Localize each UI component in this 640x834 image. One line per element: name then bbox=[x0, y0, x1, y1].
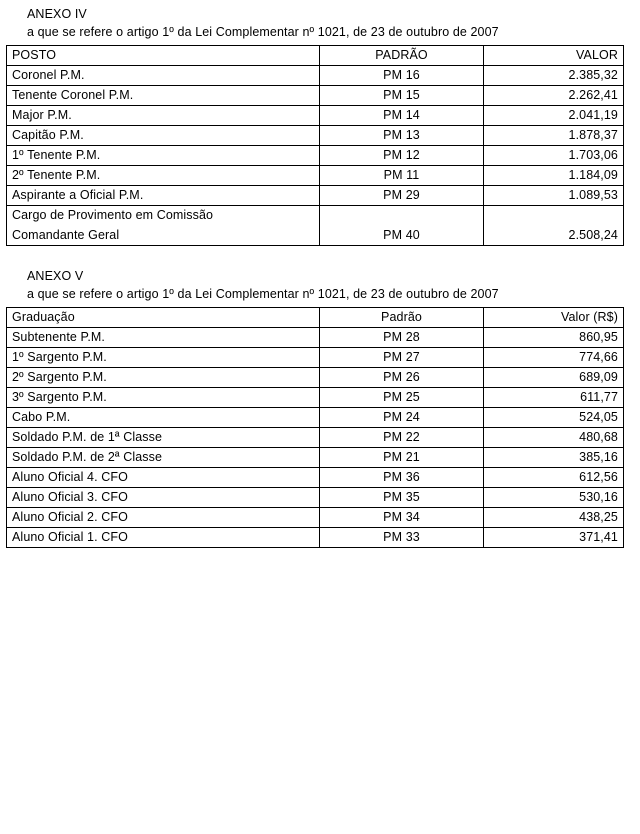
cell-graduacao: Aluno Oficial 3. CFO bbox=[7, 488, 320, 508]
cell-valor: 1.184,09 bbox=[484, 166, 624, 186]
table-row bbox=[7, 146, 624, 166]
cell-valor: 1.089,53 bbox=[484, 186, 624, 206]
cell-graduacao: 1º Sargento P.M. bbox=[7, 348, 320, 368]
anexo-v-title: ANEXO V bbox=[27, 269, 84, 283]
cell-padrao: PM 24 bbox=[320, 408, 484, 428]
cell-padrao: PM 26 bbox=[320, 368, 484, 388]
table-row-comissao-top bbox=[7, 206, 624, 226]
header-padrao: PADRÃO bbox=[320, 46, 484, 66]
table-row bbox=[7, 468, 624, 488]
table-row bbox=[7, 328, 624, 348]
cell-padrao: PM 33 bbox=[320, 528, 484, 548]
cell-padrao: PM 40 bbox=[320, 226, 484, 246]
cell-padrao: PM 21 bbox=[320, 448, 484, 468]
table-row bbox=[7, 66, 624, 86]
cell-valor: 480,68 bbox=[484, 428, 624, 448]
cell-graduacao: Soldado P.M. de 2ª Classe bbox=[7, 448, 320, 468]
anexo-iv-subtitle: a que se refere o artigo 1º da Lei Complementar nº 1021, de 23 de outubro de 2007 bbox=[27, 25, 499, 39]
cell-valor: 2.262,41 bbox=[484, 86, 624, 106]
cell-padrao: PM 22 bbox=[320, 428, 484, 448]
table-row bbox=[7, 388, 624, 408]
header-posto: POSTO bbox=[7, 46, 320, 66]
anexo-iv-table bbox=[6, 45, 624, 246]
cell-padrao: PM 36 bbox=[320, 468, 484, 488]
cell-graduacao: Aluno Oficial 2. CFO bbox=[7, 508, 320, 528]
cell-valor: 689,09 bbox=[484, 368, 624, 388]
cell-valor: 371,41 bbox=[484, 528, 624, 548]
cell-graduacao: Aluno Oficial 4. CFO bbox=[7, 468, 320, 488]
header-graduacao: Graduação bbox=[7, 308, 320, 328]
table-row bbox=[7, 86, 624, 106]
anexo-iv-table-head bbox=[7, 46, 624, 66]
cell-padrao: PM 28 bbox=[320, 328, 484, 348]
cell-cargo-comissao-line1: Cargo de Provimento em Comissão bbox=[7, 206, 320, 226]
table-header-row bbox=[7, 46, 624, 66]
cell-padrao: PM 27 bbox=[320, 348, 484, 368]
cell-cargo-comissao-line2: Comandante Geral bbox=[7, 226, 320, 246]
cell-posto: Coronel P.M. bbox=[7, 66, 320, 86]
cell-valor: 385,16 bbox=[484, 448, 624, 468]
table-row bbox=[7, 348, 624, 368]
section-anexo-v bbox=[6, 268, 624, 548]
cell-graduacao: Cabo P.M. bbox=[7, 408, 320, 428]
table-row bbox=[7, 106, 624, 126]
cell-valor: 774,66 bbox=[484, 348, 624, 368]
anexo-iv-table-body bbox=[7, 66, 624, 246]
anexo-v-table-body bbox=[7, 328, 624, 548]
cell-valor: 524,05 bbox=[484, 408, 624, 428]
table-row bbox=[7, 448, 624, 468]
cell-graduacao: Soldado P.M. de 1ª Classe bbox=[7, 428, 320, 448]
anexo-iv-title: ANEXO IV bbox=[27, 7, 87, 21]
header-valor: Valor (R$) bbox=[484, 308, 624, 328]
section-spacer bbox=[6, 246, 624, 268]
cell-padrao: PM 34 bbox=[320, 508, 484, 528]
cell-graduacao: Aluno Oficial 1. CFO bbox=[7, 528, 320, 548]
cell-padrao: PM 11 bbox=[320, 166, 484, 186]
cell-padrao: PM 25 bbox=[320, 388, 484, 408]
table-row bbox=[7, 166, 624, 186]
table-row bbox=[7, 488, 624, 508]
cell-posto: Tenente Coronel P.M. bbox=[7, 86, 320, 106]
cell-posto: Capitão P.M. bbox=[7, 126, 320, 146]
cell-valor: 2.041,19 bbox=[484, 106, 624, 126]
anexo-v-table-head bbox=[7, 308, 624, 328]
table-row bbox=[7, 528, 624, 548]
header-valor: VALOR bbox=[484, 46, 624, 66]
anexo-v-subtitle: a que se refere o artigo 1º da Lei Complementar nº 1021, de 23 de outubro de 2007 bbox=[27, 287, 499, 301]
cell-graduacao: 2º Sargento P.M. bbox=[7, 368, 320, 388]
cell-valor-blank bbox=[484, 206, 624, 226]
anexo-v-table bbox=[6, 307, 624, 548]
cell-posto: Major P.M. bbox=[7, 106, 320, 126]
cell-posto: 2º Tenente P.M. bbox=[7, 166, 320, 186]
cell-padrao: PM 15 bbox=[320, 86, 484, 106]
table-row bbox=[7, 368, 624, 388]
cell-graduacao: Subtenente P.M. bbox=[7, 328, 320, 348]
cell-valor: 1.878,37 bbox=[484, 126, 624, 146]
cell-padrao: PM 16 bbox=[320, 66, 484, 86]
cell-padrao: PM 29 bbox=[320, 186, 484, 206]
cell-posto: Aspirante a Oficial P.M. bbox=[7, 186, 320, 206]
header-padrao: Padrão bbox=[320, 308, 484, 328]
cell-valor: 612,56 bbox=[484, 468, 624, 488]
cell-padrao: PM 13 bbox=[320, 126, 484, 146]
table-row bbox=[7, 508, 624, 528]
cell-posto: 1º Tenente P.M. bbox=[7, 146, 320, 166]
table-row bbox=[7, 408, 624, 428]
table-row bbox=[7, 186, 624, 206]
cell-valor: 860,95 bbox=[484, 328, 624, 348]
table-row bbox=[7, 428, 624, 448]
cell-valor: 611,77 bbox=[484, 388, 624, 408]
cell-padrao-blank bbox=[320, 206, 484, 226]
cell-padrao: PM 12 bbox=[320, 146, 484, 166]
cell-graduacao: 3º Sargento P.M. bbox=[7, 388, 320, 408]
table-header-row bbox=[7, 308, 624, 328]
cell-valor: 2.508,24 bbox=[484, 226, 624, 246]
cell-padrao: PM 14 bbox=[320, 106, 484, 126]
cell-valor: 2.385,32 bbox=[484, 66, 624, 86]
cell-valor: 438,25 bbox=[484, 508, 624, 528]
cell-valor: 1.703,06 bbox=[484, 146, 624, 166]
cell-valor: 530,16 bbox=[484, 488, 624, 508]
section-anexo-iv bbox=[6, 6, 624, 246]
table-row-comissao-bottom bbox=[7, 226, 624, 246]
cell-padrao: PM 35 bbox=[320, 488, 484, 508]
table-row bbox=[7, 126, 624, 146]
